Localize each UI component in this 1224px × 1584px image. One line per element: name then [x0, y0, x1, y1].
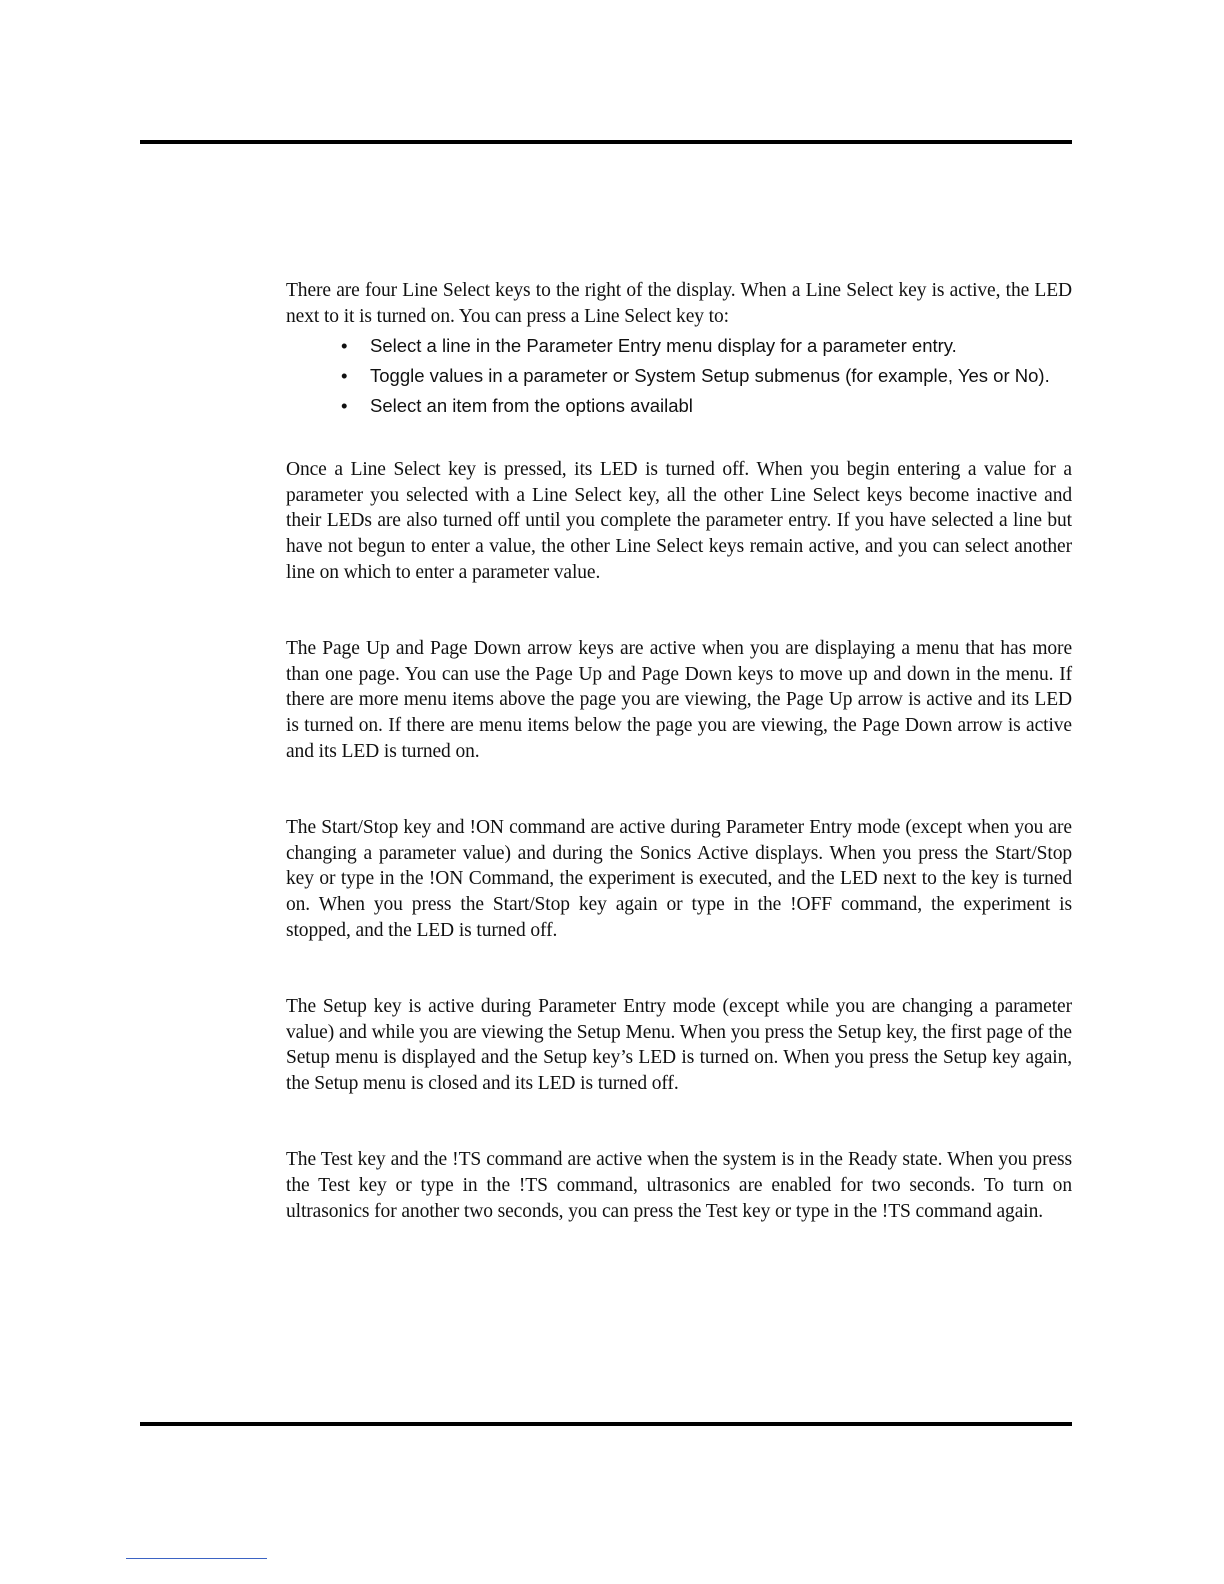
list-item-text: Toggle values in a parameter or System Setup submenus (for example, Yes or No).: [370, 365, 1050, 387]
footer-link-underline[interactable]: [126, 1558, 267, 1559]
bullet-icon: •: [341, 365, 348, 387]
test-key-paragraph: The Test key and the !TS command are active when the system is in the Ready state. When you press the Test key or type in the !TS command, ultrasonics are enabled for two seconds. To turn on ultrasonics for another two seconds, you can press the Test key or type in the !TS command again.: [286, 1149, 1072, 1222]
page-keys-paragraph: The Page Up and Page Down arrow keys are active when you are displaying a menu that has more than one page. You can use the Page Up and Page Down keys to move up and down in the menu. If there are more menu items above the page you are viewing, the Page Up arrow is active and its LED is turned on. If there are menu items below the page you are viewing, the Page Down arrow is active and its LED is turned on.: [286, 638, 1072, 762]
list-item: [286, 394, 1060, 417]
setup-key-paragraph: The Setup key is active during Parameter Entry mode (except while you are changing a parameter value) and while you are viewing the Setup Menu. When you press the Setup key, the first page of the Setup menu is displayed and the Setup key’s LED is turned on. When you press the Setup key again, the Setup menu is closed and its LED is turned off.: [286, 996, 1072, 1094]
list-item: [286, 364, 1060, 387]
bullet-icon: •: [341, 335, 348, 357]
bullet-icon: •: [341, 395, 348, 417]
header-rule: [140, 140, 1072, 144]
line-select-followup: Once a Line Select key is pressed, its LED is turned off. When you begin entering a value for a parameter you selected with a Line Select key, all the other Line Select keys become inactive and their LEDs are also turned off until you complete the parameter entry. If you have selected a line but have not begun to enter a value, the other Line Select keys remain active, and you can select another line on which to enter a parameter value.: [286, 459, 1072, 583]
list-item-text: Select a line in the Parameter Entry menu display for a parameter entry.: [370, 335, 957, 357]
footer-rule: [140, 1422, 1072, 1426]
line-select-options-list: [286, 334, 1072, 417]
start-stop-paragraph: The Start/Stop key and !ON command are active during Parameter Entry mode (except when you are changing a parameter value) and during the Sonics Active displays. When you press the Start/Stop key or type in the !ON Command, the experiment is executed, and the LED next to the key is turned on. When you press the Start/Stop key again or type in the !OFF command, the experiment is stopped, and the LED is turned off.: [286, 817, 1072, 941]
document-body: [286, 278, 1072, 1224]
list-item: [286, 334, 1060, 357]
line-select-intro: There are four Line Select keys to the right of the display. When a Line Select key is active, the LED next to it is turned on. You can press a Line Select key to:: [286, 280, 1072, 327]
list-item-text: Select an item from the options availabl: [370, 395, 693, 417]
